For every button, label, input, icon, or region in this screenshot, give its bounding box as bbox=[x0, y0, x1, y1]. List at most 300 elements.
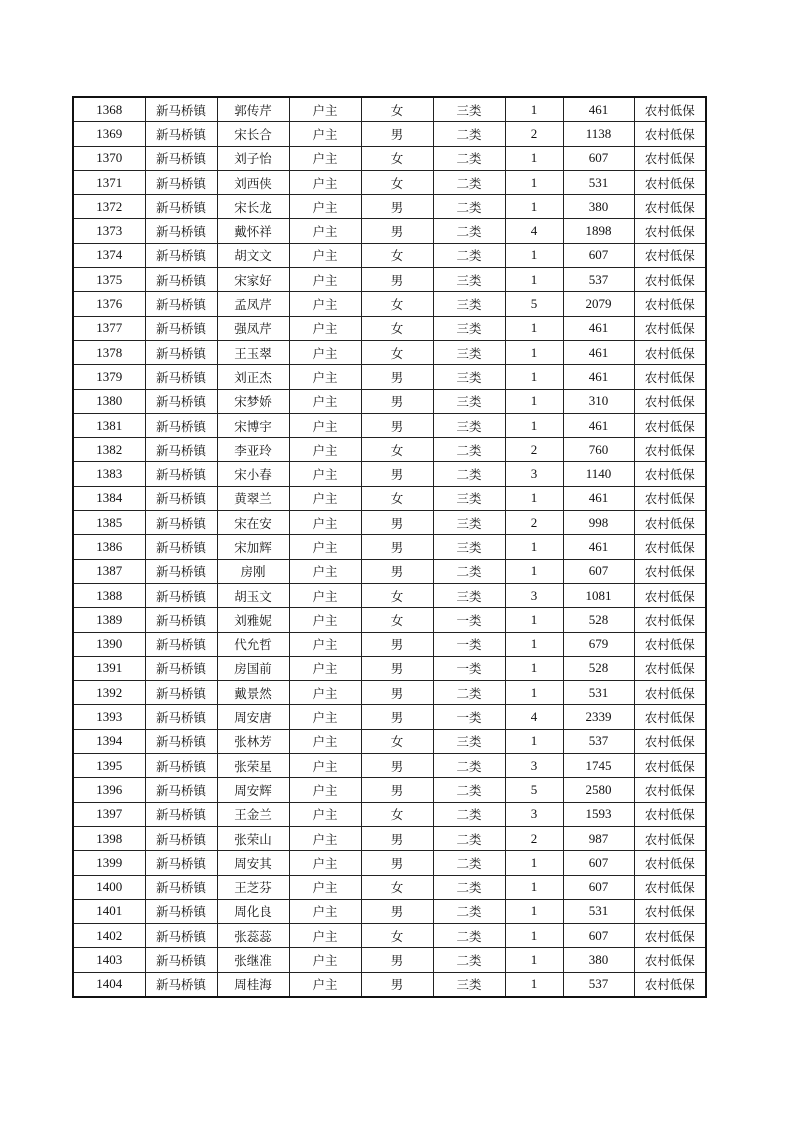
cell-person-name: 戴怀祥 bbox=[217, 219, 289, 243]
cell-category: 三类 bbox=[433, 413, 505, 437]
cell-town: 新马桥镇 bbox=[145, 511, 217, 535]
cell-person-name: 宋小春 bbox=[217, 462, 289, 486]
cell-household-size: 1 bbox=[505, 608, 563, 632]
cell-household-role: 户主 bbox=[289, 583, 361, 607]
cell-person-name: 李亚玲 bbox=[217, 438, 289, 462]
cell-amount: 531 bbox=[563, 681, 634, 705]
cell-town: 新马桥镇 bbox=[145, 632, 217, 656]
cell-serial-number: 1403 bbox=[73, 948, 145, 972]
cell-serial-number: 1380 bbox=[73, 389, 145, 413]
cell-assistance-type: 农村低保 bbox=[634, 608, 706, 632]
cell-assistance-type: 农村低保 bbox=[634, 899, 706, 923]
cell-assistance-type: 农村低保 bbox=[634, 972, 706, 997]
cell-category: 一类 bbox=[433, 656, 505, 680]
cell-household-size: 1 bbox=[505, 632, 563, 656]
cell-gender: 男 bbox=[361, 389, 433, 413]
cell-town: 新马桥镇 bbox=[145, 292, 217, 316]
cell-person-name: 宋长龙 bbox=[217, 195, 289, 219]
cell-category: 二类 bbox=[433, 754, 505, 778]
table-row bbox=[73, 705, 706, 729]
cell-category: 二类 bbox=[433, 681, 505, 705]
cell-household-size: 1 bbox=[505, 340, 563, 364]
cell-serial-number: 1395 bbox=[73, 754, 145, 778]
cell-household-role: 户主 bbox=[289, 948, 361, 972]
cell-household-role: 户主 bbox=[289, 195, 361, 219]
cell-town: 新马桥镇 bbox=[145, 365, 217, 389]
cell-serial-number: 1377 bbox=[73, 316, 145, 340]
cell-household-size: 5 bbox=[505, 778, 563, 802]
cell-household-size: 1 bbox=[505, 681, 563, 705]
cell-amount: 1898 bbox=[563, 219, 634, 243]
cell-gender: 女 bbox=[361, 170, 433, 194]
cell-gender: 男 bbox=[361, 462, 433, 486]
cell-household-role: 户主 bbox=[289, 608, 361, 632]
cell-category: 二类 bbox=[433, 924, 505, 948]
cell-assistance-type: 农村低保 bbox=[634, 243, 706, 267]
table-row bbox=[73, 389, 706, 413]
table-row bbox=[73, 535, 706, 559]
table-row bbox=[73, 778, 706, 802]
cell-household-role: 户主 bbox=[289, 754, 361, 778]
cell-assistance-type: 农村低保 bbox=[634, 875, 706, 899]
cell-town: 新马桥镇 bbox=[145, 608, 217, 632]
cell-household-size: 2 bbox=[505, 122, 563, 146]
cell-household-role: 户主 bbox=[289, 486, 361, 510]
cell-person-name: 刘雅妮 bbox=[217, 608, 289, 632]
cell-town: 新马桥镇 bbox=[145, 195, 217, 219]
cell-amount: 310 bbox=[563, 389, 634, 413]
cell-town: 新马桥镇 bbox=[145, 924, 217, 948]
cell-serial-number: 1382 bbox=[73, 438, 145, 462]
cell-category: 二类 bbox=[433, 948, 505, 972]
cell-person-name: 宋长合 bbox=[217, 122, 289, 146]
cell-person-name: 张林芳 bbox=[217, 729, 289, 753]
cell-category: 二类 bbox=[433, 219, 505, 243]
cell-assistance-type: 农村低保 bbox=[634, 316, 706, 340]
cell-town: 新马桥镇 bbox=[145, 705, 217, 729]
cell-serial-number: 1390 bbox=[73, 632, 145, 656]
cell-household-size: 1 bbox=[505, 243, 563, 267]
cell-gender: 男 bbox=[361, 195, 433, 219]
cell-serial-number: 1392 bbox=[73, 681, 145, 705]
cell-town: 新马桥镇 bbox=[145, 462, 217, 486]
cell-town: 新马桥镇 bbox=[145, 146, 217, 170]
table-row bbox=[73, 146, 706, 170]
cell-assistance-type: 农村低保 bbox=[634, 511, 706, 535]
cell-category: 二类 bbox=[433, 462, 505, 486]
cell-gender: 男 bbox=[361, 535, 433, 559]
cell-assistance-type: 农村低保 bbox=[634, 146, 706, 170]
cell-gender: 男 bbox=[361, 122, 433, 146]
cell-town: 新马桥镇 bbox=[145, 340, 217, 364]
cell-category: 二类 bbox=[433, 243, 505, 267]
cell-person-name: 戴景然 bbox=[217, 681, 289, 705]
cell-serial-number: 1373 bbox=[73, 219, 145, 243]
cell-household-role: 户主 bbox=[289, 899, 361, 923]
cell-household-role: 户主 bbox=[289, 535, 361, 559]
assistance-roster-table bbox=[72, 96, 707, 998]
cell-person-name: 张荣星 bbox=[217, 754, 289, 778]
cell-amount: 1745 bbox=[563, 754, 634, 778]
cell-household-size: 1 bbox=[505, 899, 563, 923]
cell-person-name: 黄翠兰 bbox=[217, 486, 289, 510]
cell-household-role: 户主 bbox=[289, 316, 361, 340]
cell-town: 新马桥镇 bbox=[145, 535, 217, 559]
cell-category: 三类 bbox=[433, 389, 505, 413]
cell-household-size: 1 bbox=[505, 559, 563, 583]
cell-town: 新马桥镇 bbox=[145, 413, 217, 437]
cell-household-role: 户主 bbox=[289, 146, 361, 170]
cell-person-name: 宋家好 bbox=[217, 268, 289, 292]
cell-household-size: 1 bbox=[505, 851, 563, 875]
cell-gender: 女 bbox=[361, 729, 433, 753]
cell-serial-number: 1388 bbox=[73, 583, 145, 607]
cell-assistance-type: 农村低保 bbox=[634, 681, 706, 705]
cell-amount: 537 bbox=[563, 972, 634, 997]
cell-assistance-type: 农村低保 bbox=[634, 583, 706, 607]
cell-gender: 男 bbox=[361, 778, 433, 802]
cell-town: 新马桥镇 bbox=[145, 826, 217, 850]
cell-household-size: 1 bbox=[505, 268, 563, 292]
cell-household-role: 户主 bbox=[289, 632, 361, 656]
cell-assistance-type: 农村低保 bbox=[634, 826, 706, 850]
cell-household-role: 户主 bbox=[289, 243, 361, 267]
cell-household-role: 户主 bbox=[289, 389, 361, 413]
cell-gender: 男 bbox=[361, 948, 433, 972]
cell-serial-number: 1376 bbox=[73, 292, 145, 316]
table-row bbox=[73, 413, 706, 437]
cell-category: 一类 bbox=[433, 632, 505, 656]
cell-assistance-type: 农村低保 bbox=[634, 268, 706, 292]
cell-household-size: 2 bbox=[505, 511, 563, 535]
cell-category: 二类 bbox=[433, 195, 505, 219]
cell-person-name: 胡文文 bbox=[217, 243, 289, 267]
cell-household-role: 户主 bbox=[289, 705, 361, 729]
cell-category: 三类 bbox=[433, 511, 505, 535]
cell-person-name: 张蕊蕊 bbox=[217, 924, 289, 948]
cell-amount: 607 bbox=[563, 243, 634, 267]
cell-person-name: 宋加辉 bbox=[217, 535, 289, 559]
cell-household-size: 1 bbox=[505, 656, 563, 680]
cell-household-role: 户主 bbox=[289, 875, 361, 899]
cell-assistance-type: 农村低保 bbox=[634, 438, 706, 462]
cell-person-name: 周化良 bbox=[217, 899, 289, 923]
cell-person-name: 王玉翠 bbox=[217, 340, 289, 364]
cell-town: 新马桥镇 bbox=[145, 559, 217, 583]
cell-town: 新马桥镇 bbox=[145, 875, 217, 899]
cell-household-role: 户主 bbox=[289, 365, 361, 389]
cell-gender: 男 bbox=[361, 268, 433, 292]
cell-gender: 女 bbox=[361, 243, 433, 267]
cell-town: 新马桥镇 bbox=[145, 268, 217, 292]
cell-assistance-type: 农村低保 bbox=[634, 948, 706, 972]
cell-category: 三类 bbox=[433, 268, 505, 292]
cell-household-size: 1 bbox=[505, 146, 563, 170]
cell-amount: 607 bbox=[563, 875, 634, 899]
cell-amount: 461 bbox=[563, 316, 634, 340]
cell-serial-number: 1381 bbox=[73, 413, 145, 437]
cell-serial-number: 1399 bbox=[73, 851, 145, 875]
cell-town: 新马桥镇 bbox=[145, 972, 217, 997]
cell-person-name: 郭传芹 bbox=[217, 97, 289, 122]
cell-serial-number: 1368 bbox=[73, 97, 145, 122]
table-row bbox=[73, 802, 706, 826]
cell-serial-number: 1369 bbox=[73, 122, 145, 146]
cell-assistance-type: 农村低保 bbox=[634, 559, 706, 583]
cell-town: 新马桥镇 bbox=[145, 778, 217, 802]
cell-person-name: 孟凤芹 bbox=[217, 292, 289, 316]
cell-town: 新马桥镇 bbox=[145, 656, 217, 680]
cell-amount: 679 bbox=[563, 632, 634, 656]
cell-household-role: 户主 bbox=[289, 413, 361, 437]
cell-household-size: 1 bbox=[505, 195, 563, 219]
cell-category: 一类 bbox=[433, 608, 505, 632]
cell-serial-number: 1385 bbox=[73, 511, 145, 535]
cell-town: 新马桥镇 bbox=[145, 754, 217, 778]
cell-town: 新马桥镇 bbox=[145, 170, 217, 194]
cell-town: 新马桥镇 bbox=[145, 681, 217, 705]
cell-household-size: 1 bbox=[505, 389, 563, 413]
cell-serial-number: 1386 bbox=[73, 535, 145, 559]
cell-gender: 男 bbox=[361, 559, 433, 583]
cell-household-role: 户主 bbox=[289, 340, 361, 364]
cell-gender: 女 bbox=[361, 486, 433, 510]
cell-person-name: 刘正杰 bbox=[217, 365, 289, 389]
cell-person-name: 刘子怡 bbox=[217, 146, 289, 170]
cell-category: 二类 bbox=[433, 170, 505, 194]
cell-serial-number: 1379 bbox=[73, 365, 145, 389]
cell-gender: 女 bbox=[361, 438, 433, 462]
cell-serial-number: 1393 bbox=[73, 705, 145, 729]
cell-person-name: 王金兰 bbox=[217, 802, 289, 826]
cell-gender: 男 bbox=[361, 656, 433, 680]
cell-category: 二类 bbox=[433, 438, 505, 462]
cell-assistance-type: 农村低保 bbox=[634, 705, 706, 729]
table-row bbox=[73, 511, 706, 535]
table-row bbox=[73, 656, 706, 680]
cell-person-name: 周安唐 bbox=[217, 705, 289, 729]
cell-gender: 男 bbox=[361, 632, 433, 656]
cell-category: 二类 bbox=[433, 875, 505, 899]
cell-person-name: 王芝芬 bbox=[217, 875, 289, 899]
cell-serial-number: 1389 bbox=[73, 608, 145, 632]
cell-serial-number: 1384 bbox=[73, 486, 145, 510]
cell-category: 三类 bbox=[433, 292, 505, 316]
cell-town: 新马桥镇 bbox=[145, 97, 217, 122]
cell-household-size: 1 bbox=[505, 729, 563, 753]
cell-serial-number: 1400 bbox=[73, 875, 145, 899]
table-row bbox=[73, 438, 706, 462]
cell-serial-number: 1370 bbox=[73, 146, 145, 170]
cell-serial-number: 1396 bbox=[73, 778, 145, 802]
cell-amount: 1081 bbox=[563, 583, 634, 607]
cell-amount: 537 bbox=[563, 268, 634, 292]
cell-person-name: 房刚 bbox=[217, 559, 289, 583]
cell-person-name: 周安辉 bbox=[217, 778, 289, 802]
cell-person-name: 胡玉文 bbox=[217, 583, 289, 607]
table-row bbox=[73, 632, 706, 656]
cell-assistance-type: 农村低保 bbox=[634, 219, 706, 243]
table-row bbox=[73, 729, 706, 753]
cell-assistance-type: 农村低保 bbox=[634, 413, 706, 437]
cell-category: 三类 bbox=[433, 97, 505, 122]
cell-gender: 女 bbox=[361, 292, 433, 316]
cell-assistance-type: 农村低保 bbox=[634, 924, 706, 948]
cell-town: 新马桥镇 bbox=[145, 802, 217, 826]
cell-town: 新马桥镇 bbox=[145, 851, 217, 875]
cell-household-size: 1 bbox=[505, 170, 563, 194]
cell-serial-number: 1397 bbox=[73, 802, 145, 826]
cell-category: 三类 bbox=[433, 729, 505, 753]
cell-category: 二类 bbox=[433, 899, 505, 923]
table-row bbox=[73, 948, 706, 972]
cell-town: 新马桥镇 bbox=[145, 316, 217, 340]
cell-category: 二类 bbox=[433, 802, 505, 826]
cell-assistance-type: 农村低保 bbox=[634, 656, 706, 680]
cell-amount: 461 bbox=[563, 340, 634, 364]
table-row bbox=[73, 268, 706, 292]
cell-assistance-type: 农村低保 bbox=[634, 632, 706, 656]
cell-assistance-type: 农村低保 bbox=[634, 170, 706, 194]
cell-category: 三类 bbox=[433, 535, 505, 559]
cell-amount: 2079 bbox=[563, 292, 634, 316]
cell-household-role: 户主 bbox=[289, 729, 361, 753]
cell-household-size: 4 bbox=[505, 705, 563, 729]
cell-assistance-type: 农村低保 bbox=[634, 729, 706, 753]
cell-amount: 2339 bbox=[563, 705, 634, 729]
cell-gender: 女 bbox=[361, 802, 433, 826]
cell-household-size: 1 bbox=[505, 972, 563, 997]
cell-assistance-type: 农村低保 bbox=[634, 778, 706, 802]
cell-household-size: 1 bbox=[505, 875, 563, 899]
table-row bbox=[73, 195, 706, 219]
cell-amount: 998 bbox=[563, 511, 634, 535]
cell-amount: 461 bbox=[563, 486, 634, 510]
cell-gender: 女 bbox=[361, 608, 433, 632]
cell-assistance-type: 农村低保 bbox=[634, 292, 706, 316]
cell-household-size: 1 bbox=[505, 316, 563, 340]
cell-assistance-type: 农村低保 bbox=[634, 802, 706, 826]
cell-amount: 1138 bbox=[563, 122, 634, 146]
cell-gender: 女 bbox=[361, 316, 433, 340]
cell-household-size: 1 bbox=[505, 948, 563, 972]
cell-gender: 女 bbox=[361, 146, 433, 170]
cell-household-role: 户主 bbox=[289, 924, 361, 948]
cell-gender: 女 bbox=[361, 875, 433, 899]
cell-person-name: 张继准 bbox=[217, 948, 289, 972]
cell-category: 三类 bbox=[433, 316, 505, 340]
cell-household-size: 2 bbox=[505, 438, 563, 462]
cell-town: 新马桥镇 bbox=[145, 438, 217, 462]
table-row bbox=[73, 899, 706, 923]
cell-gender: 男 bbox=[361, 413, 433, 437]
table-row bbox=[73, 583, 706, 607]
cell-household-size: 1 bbox=[505, 924, 563, 948]
cell-household-role: 户主 bbox=[289, 462, 361, 486]
table-row bbox=[73, 243, 706, 267]
cell-household-role: 户主 bbox=[289, 972, 361, 997]
cell-assistance-type: 农村低保 bbox=[634, 122, 706, 146]
cell-household-size: 4 bbox=[505, 219, 563, 243]
table-row bbox=[73, 97, 706, 122]
cell-category: 二类 bbox=[433, 559, 505, 583]
table-row bbox=[73, 292, 706, 316]
cell-category: 三类 bbox=[433, 340, 505, 364]
table-row bbox=[73, 462, 706, 486]
cell-gender: 男 bbox=[361, 219, 433, 243]
cell-gender: 男 bbox=[361, 754, 433, 778]
cell-assistance-type: 农村低保 bbox=[634, 462, 706, 486]
cell-household-size: 1 bbox=[505, 413, 563, 437]
cell-amount: 607 bbox=[563, 559, 634, 583]
cell-person-name: 张荣山 bbox=[217, 826, 289, 850]
cell-household-role: 户主 bbox=[289, 802, 361, 826]
cell-household-role: 户主 bbox=[289, 438, 361, 462]
table-row bbox=[73, 754, 706, 778]
cell-town: 新马桥镇 bbox=[145, 243, 217, 267]
cell-household-role: 户主 bbox=[289, 681, 361, 705]
cell-town: 新马桥镇 bbox=[145, 219, 217, 243]
cell-amount: 461 bbox=[563, 413, 634, 437]
cell-assistance-type: 农村低保 bbox=[634, 535, 706, 559]
cell-household-size: 1 bbox=[505, 535, 563, 559]
cell-assistance-type: 农村低保 bbox=[634, 754, 706, 778]
cell-serial-number: 1383 bbox=[73, 462, 145, 486]
cell-assistance-type: 农村低保 bbox=[634, 851, 706, 875]
cell-amount: 531 bbox=[563, 899, 634, 923]
cell-household-size: 3 bbox=[505, 462, 563, 486]
cell-household-role: 户主 bbox=[289, 778, 361, 802]
cell-household-size: 5 bbox=[505, 292, 563, 316]
cell-town: 新马桥镇 bbox=[145, 729, 217, 753]
table-row bbox=[73, 826, 706, 850]
cell-person-name: 宋梦娇 bbox=[217, 389, 289, 413]
cell-household-size: 1 bbox=[505, 486, 563, 510]
cell-amount: 2580 bbox=[563, 778, 634, 802]
cell-gender: 女 bbox=[361, 340, 433, 364]
cell-household-role: 户主 bbox=[289, 268, 361, 292]
cell-household-size: 3 bbox=[505, 583, 563, 607]
cell-household-role: 户主 bbox=[289, 511, 361, 535]
cell-town: 新马桥镇 bbox=[145, 948, 217, 972]
cell-amount: 607 bbox=[563, 924, 634, 948]
cell-person-name: 刘西侠 bbox=[217, 170, 289, 194]
cell-amount: 461 bbox=[563, 365, 634, 389]
cell-category: 二类 bbox=[433, 122, 505, 146]
table-row bbox=[73, 681, 706, 705]
cell-category: 三类 bbox=[433, 486, 505, 510]
cell-gender: 男 bbox=[361, 972, 433, 997]
cell-category: 二类 bbox=[433, 778, 505, 802]
cell-serial-number: 1404 bbox=[73, 972, 145, 997]
cell-person-name: 强凤芹 bbox=[217, 316, 289, 340]
cell-gender: 女 bbox=[361, 583, 433, 607]
cell-household-size: 2 bbox=[505, 826, 563, 850]
table-row bbox=[73, 924, 706, 948]
table-row bbox=[73, 122, 706, 146]
cell-serial-number: 1402 bbox=[73, 924, 145, 948]
cell-assistance-type: 农村低保 bbox=[634, 340, 706, 364]
cell-gender: 男 bbox=[361, 851, 433, 875]
cell-household-role: 户主 bbox=[289, 826, 361, 850]
table-row bbox=[73, 559, 706, 583]
cell-amount: 1593 bbox=[563, 802, 634, 826]
table-row bbox=[73, 875, 706, 899]
cell-amount: 607 bbox=[563, 851, 634, 875]
cell-amount: 987 bbox=[563, 826, 634, 850]
cell-gender: 女 bbox=[361, 924, 433, 948]
cell-amount: 380 bbox=[563, 948, 634, 972]
